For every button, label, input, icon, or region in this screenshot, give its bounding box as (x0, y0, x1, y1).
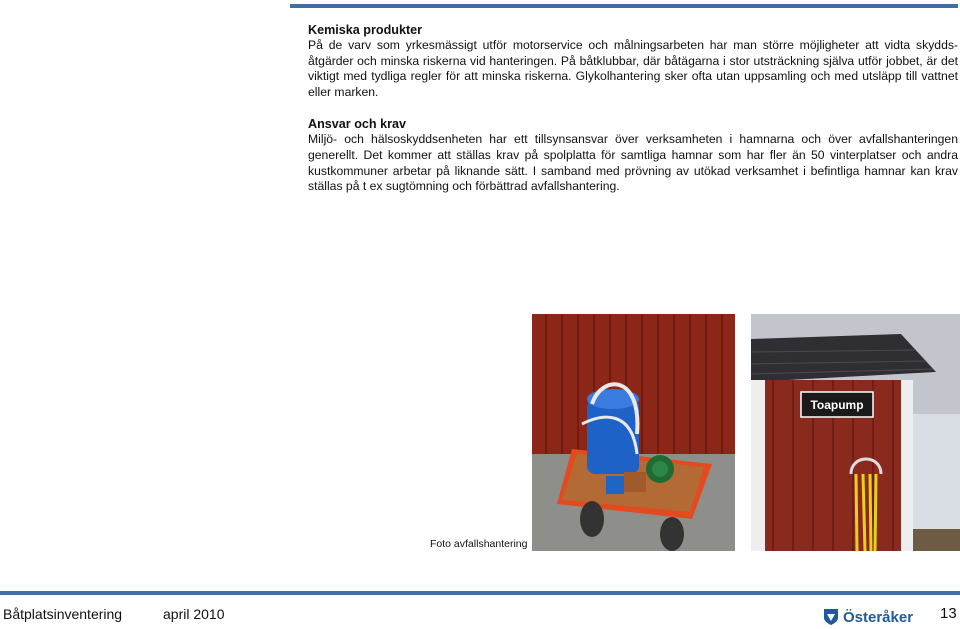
photo-toapump-hut (751, 314, 960, 551)
section-body-ansvar: Miljö- och hälsoskyddsenheten har ett tillsynsansvar över verksamheten i hamnarna och över avfallshanteringen generellt. Det kommer att ställas krav på spolplatta för samtliga hamnar som har fler än 50 vinterplatser och andra kustkommuner arbetar på liknande sätt. I samband med prövning av utökad verksamhet i befintliga hamnar kan krav ställas på t ex sugtömning och förbättrad avfallshantering. (308, 132, 958, 194)
osteraker-shield-icon (823, 608, 839, 626)
footer-rule (0, 591, 960, 595)
page-number: 13 (940, 605, 957, 622)
section-heading-ansvar: Ansvar och krav (308, 117, 407, 132)
main-text (308, 22, 958, 195)
footer-date: april 2010 (163, 606, 225, 622)
photo-waste-cart (532, 314, 735, 551)
sign-text: Toapump (810, 398, 864, 412)
photo-caption: Foto avfallshantering (430, 538, 528, 550)
footer-doc-title: Båtplatsinventering (3, 606, 123, 622)
logo-text: Österåker (843, 608, 914, 626)
photo-waste-cart-image (532, 314, 735, 551)
photo-toapump-hut-image (751, 314, 960, 551)
section-body-kemiska: På de varv som yrkesmässigt utför motorservice och målningsarbeten har man större möjligheter att vidta skydds-åtgärder och minska riskerna vid hanteringen. På båtklubbar, där båtägarna i stor utsträckning själva utför jobbet, är det viktigt med tydliga regler för att minska riskerna. Glykolhantering sker ofta utan uppsamling och med utsläpp till vattnet eller marken. (308, 38, 958, 99)
osteraker-logo (823, 607, 913, 627)
section-heading-kemiska: Kemiska produkter (308, 23, 423, 37)
header-rule (290, 4, 958, 8)
